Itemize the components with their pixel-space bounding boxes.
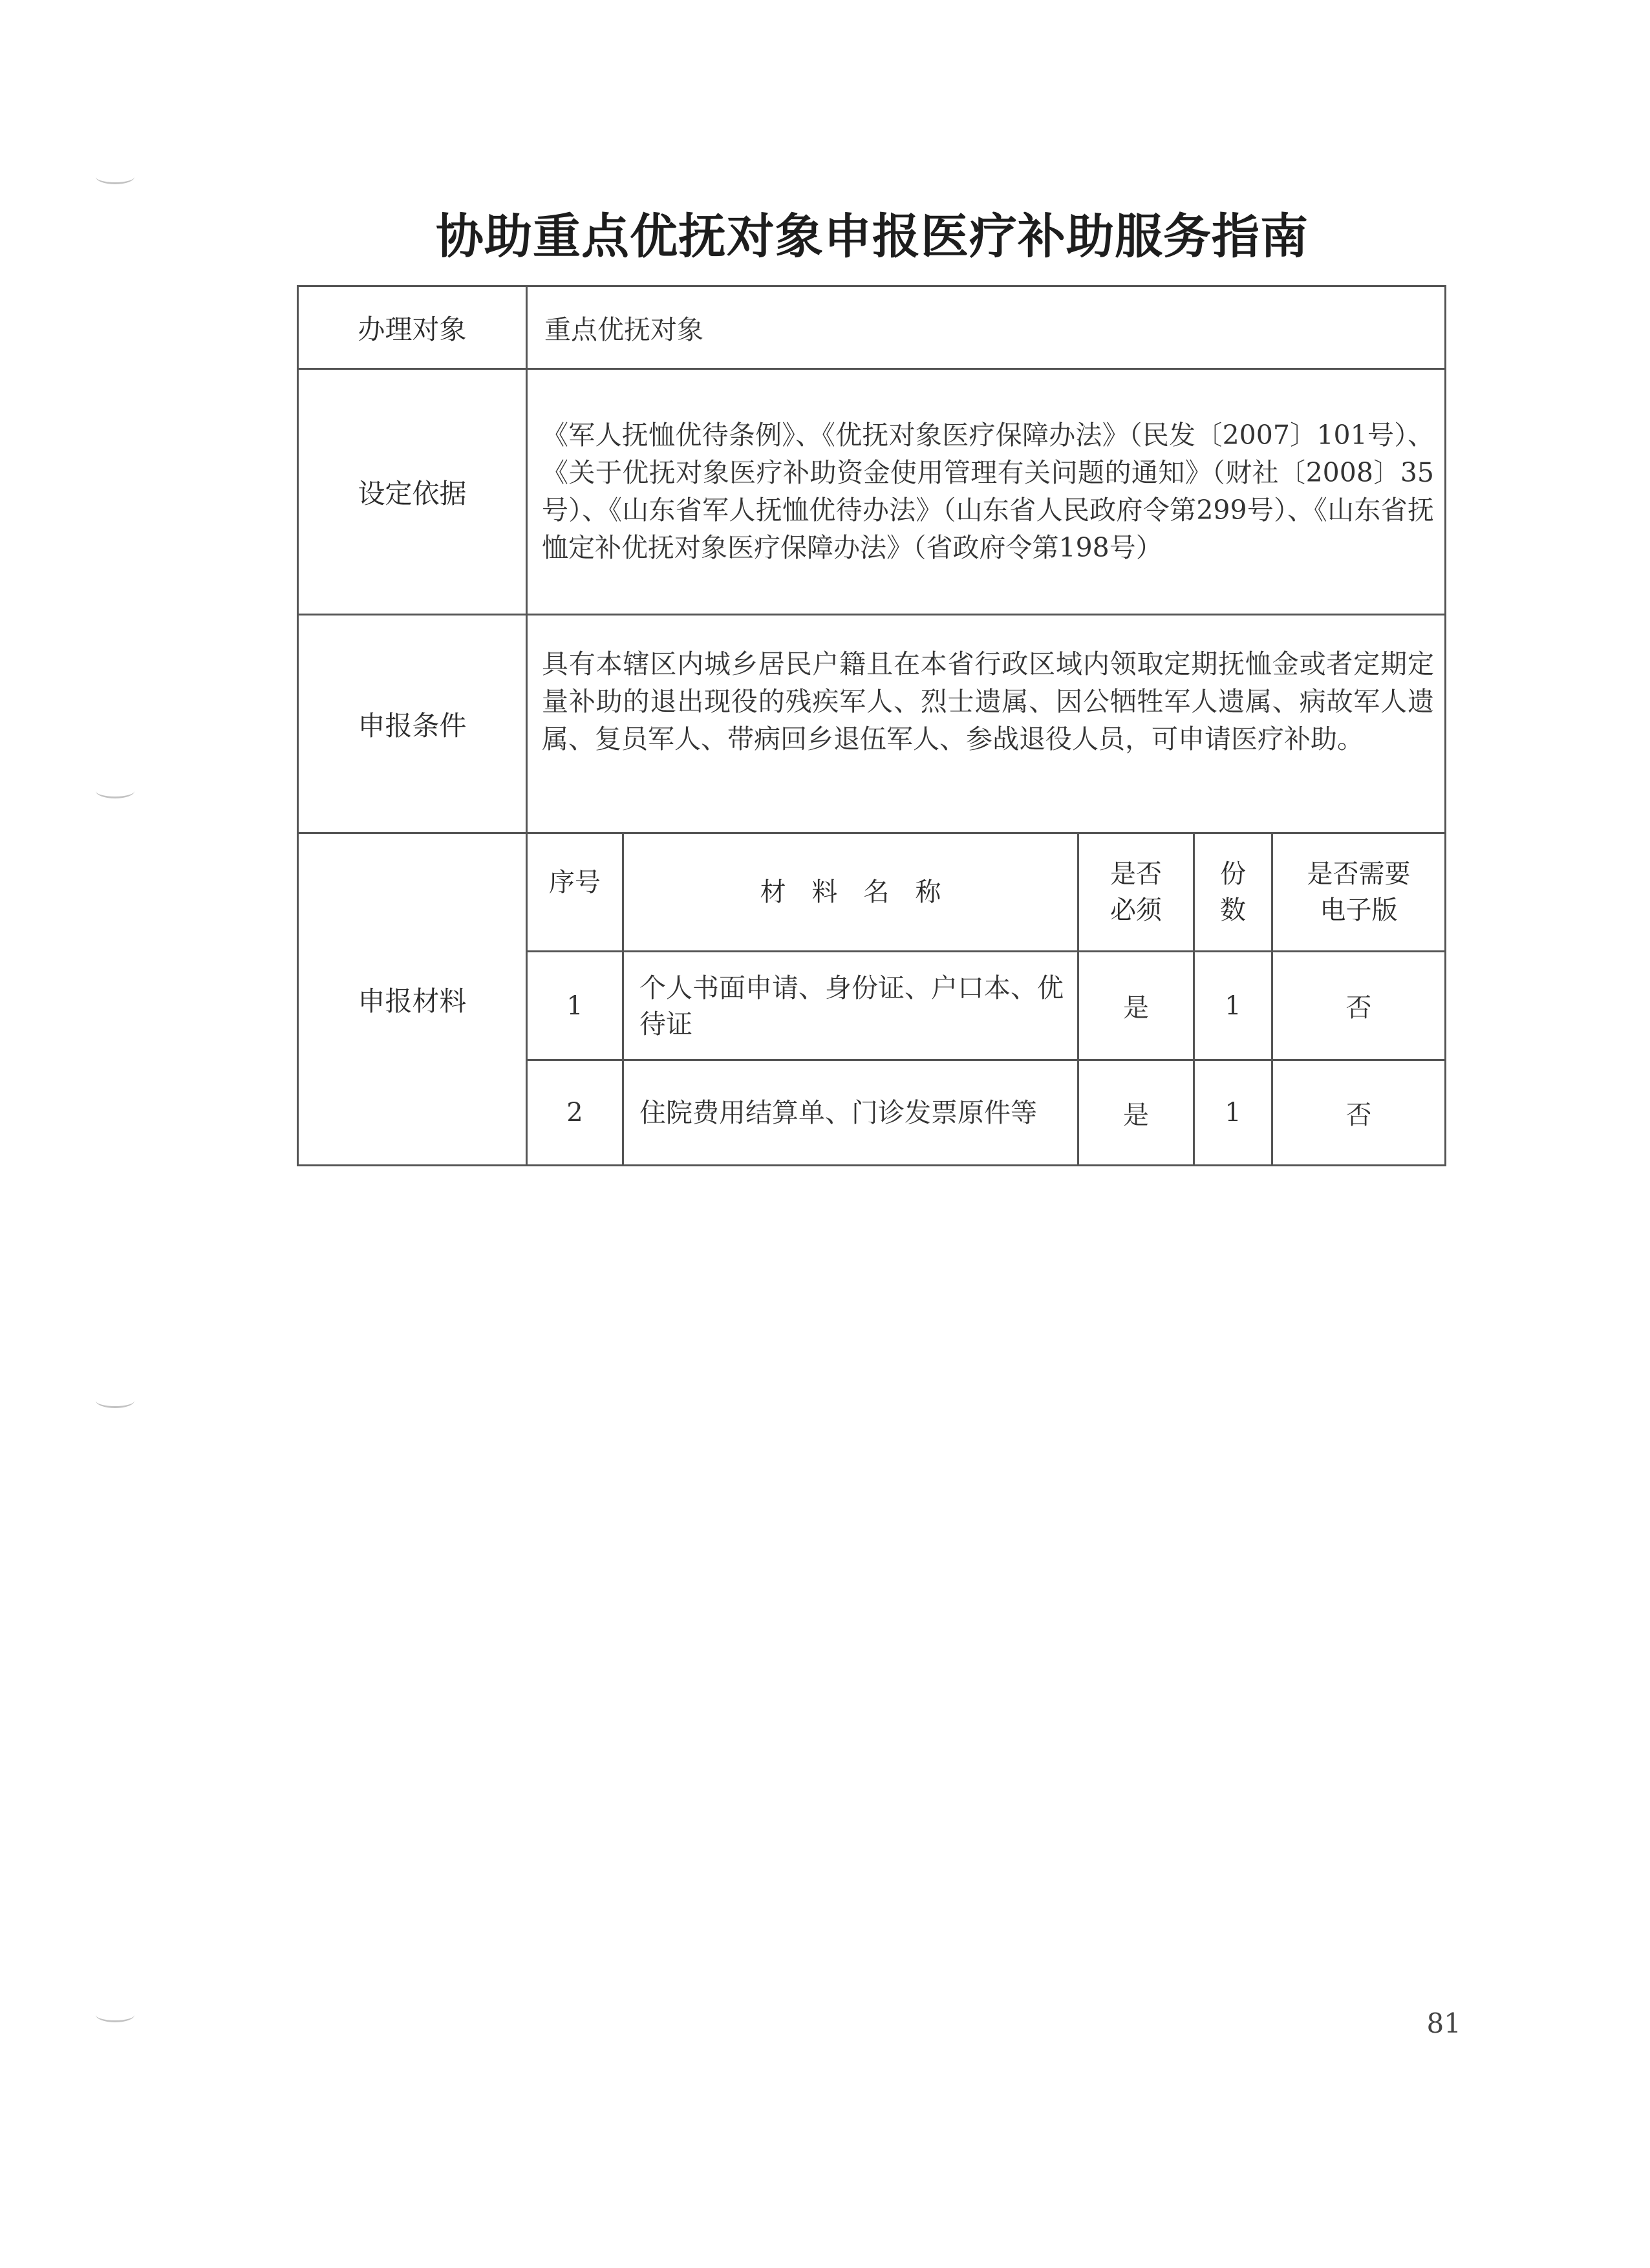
material-required: 是 — [1079, 1061, 1195, 1166]
materials-label: 申报材料 — [299, 834, 528, 1166]
col-header-index: 序号 — [528, 834, 624, 952]
conditions-label: 申报条件 — [299, 615, 528, 834]
scan-mark — [96, 784, 134, 798]
material-index: 2 — [528, 1061, 624, 1166]
material-required: 是 — [1079, 952, 1195, 1061]
material-electronic: 否 — [1273, 952, 1446, 1061]
scan-mark — [96, 169, 134, 184]
material-electronic: 否 — [1273, 1061, 1446, 1166]
material-index: 1 — [528, 952, 624, 1061]
conditions-value: 具有本辖区内城乡居民户籍且在本省行政区域内领取定期抚恤金或者定期定量补助的退出现役的残疾军人、烈士遗属、因公牺牲军人遗属、病故军人遗属、复员军人、带病回乡退伍军人、参战退役人员，可申请医疗补助。 — [528, 615, 1446, 834]
page-title: 协助重点优抚对象申报医疗补助服务指南 — [436, 209, 1309, 264]
material-name: 住院费用结算单、门诊发票原件等 — [624, 1061, 1079, 1166]
service-guide-table — [297, 285, 1446, 1166]
col-header-electronic: 是否需要 电子版 — [1273, 834, 1446, 952]
basis-label: 设定依据 — [299, 370, 528, 615]
col-header-copies: 份 数 — [1195, 834, 1273, 952]
col-header-required: 是否 必须 — [1079, 834, 1195, 952]
page-number: 81 — [1426, 2007, 1461, 2039]
material-name: 个人书面申请、身份证、户口本、优待证 — [624, 952, 1079, 1061]
target-label: 办理对象 — [299, 287, 528, 370]
material-copies: 1 — [1195, 1061, 1273, 1166]
material-copies: 1 — [1195, 952, 1273, 1061]
basis-value: 《军人抚恤优待条例》、《优抚对象医疗保障办法》（民发〔2007〕101号）、《关于优抚对象医疗补助资金使用管理有关问题的通知》（财社〔2008〕35号）、《山东省军人抚恤优待办法》（山东省人民政府令第299号）、《山东省抚恤定补优抚对象医疗保障办法》（省政府令第198号） — [528, 370, 1446, 615]
target-value: 重点优抚对象 — [528, 287, 1446, 370]
scan-mark — [96, 1393, 134, 1408]
col-header-name: 材 料 名 称 — [624, 834, 1079, 952]
scan-mark — [96, 2007, 134, 2022]
